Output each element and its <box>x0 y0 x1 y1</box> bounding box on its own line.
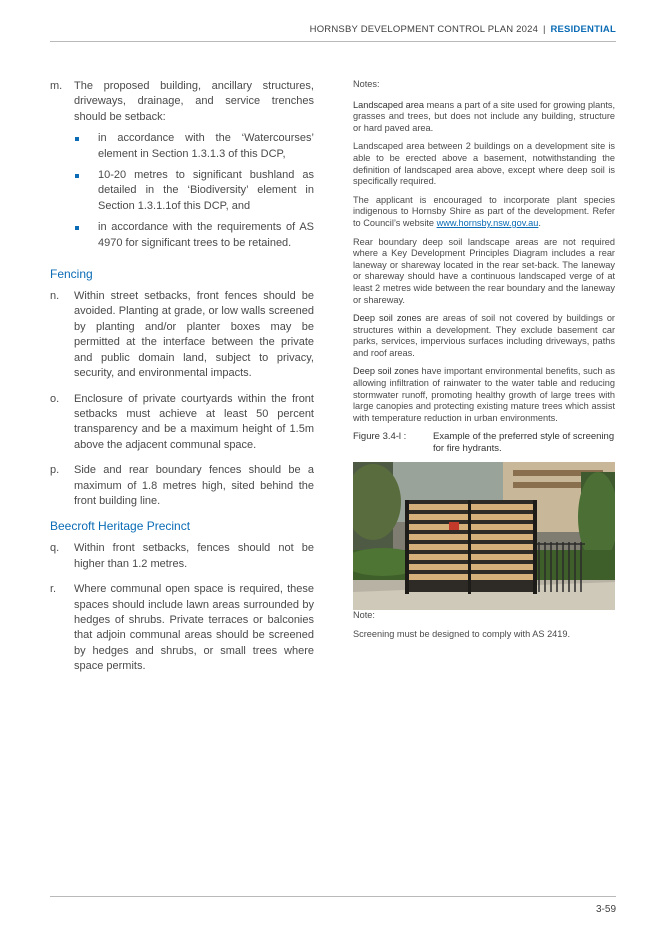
bullet-icon <box>74 220 98 251</box>
clause-label: o. <box>50 392 60 405</box>
left-column <box>50 79 314 685</box>
clause-text: Side and rear boundary fences should be a maximum of 1.8 metres high, sited behind the front building line. <box>74 464 314 507</box>
bullet-text: 10-20 metres to significant bushland as detailed in the ‘Biodiversity’ element in Section 1.3.1.1of this DCP, and <box>98 169 314 212</box>
bullet-text: in accordance with the ‘Watercourses’ element in Section 1.3.1.3 of this DCP, <box>98 132 314 160</box>
fencing-heading: Fencing <box>50 267 93 282</box>
document-title: HORNSBY DEVELOPMENT CONTROL PLAN 2024 <box>309 24 539 35</box>
footer-divider <box>50 896 616 897</box>
clause-label: q. <box>50 542 60 555</box>
clause-label: r. <box>50 583 57 596</box>
figure-number: Figure 3.4-l : <box>353 431 407 443</box>
figure-caption <box>353 431 615 455</box>
defined-term: Deep soil zones <box>353 313 422 324</box>
clause-text: Within front setbacks, fences should not be higher than 1.2 metres. <box>74 542 314 570</box>
defined-term: Landscaped area <box>353 99 425 110</box>
clause-text: Enclosure of private courtyards within the front setbacks must achieve at least 50 percent transparency and be a maximum height of 1.5m above the adjacent communal space. <box>74 392 314 451</box>
bullet-icon <box>74 131 98 162</box>
clause-r <box>50 582 314 674</box>
note-text: . <box>538 217 541 228</box>
note-paragraph: Rear boundary deep soil landscape areas are not required where a Key Development Principles Diagram includes a rear laneway or shareway located in the rear set-back. The laneway or shareway should have a continuous landscaped verge of at least 2 metres wide between the rear boundary and the laneway or shareway. <box>353 236 615 305</box>
clause-label: p. <box>50 464 60 477</box>
notes-column <box>353 79 615 648</box>
page-header <box>310 24 616 35</box>
clause-m <box>50 79 314 257</box>
note-paragraph <box>353 195 615 230</box>
section-name: RESIDENTIAL <box>550 24 616 35</box>
header-separator: | <box>542 24 546 35</box>
definition-text: are areas of soil not covered by buildings or structures within a development. They exclude basement car parks, services, impervious surfaces including driveways, paths and roof areas. <box>353 313 615 358</box>
deep-soil-note <box>353 313 615 359</box>
clause-q <box>50 541 314 572</box>
clause-label: n. <box>50 290 60 303</box>
deep-soil-benefits-note <box>353 366 615 424</box>
header-divider <box>50 41 616 42</box>
clause-label: m. <box>50 80 63 92</box>
note-text: The applicant is encouraged to incorporate plant species indigenous to Hornsby Shire as part of the development. Refer to Council’s website <box>353 194 615 228</box>
list-item <box>74 131 314 162</box>
list-item <box>74 220 314 251</box>
figure-title: Example of the preferred style of screening for fire hydrants. <box>433 431 615 455</box>
bullet-list <box>74 131 314 251</box>
definition-text: means a part of a site used for growing plants, grasses and trees, but does not include any building, structure or hard paved area. <box>353 99 616 133</box>
page-number: 3-59 <box>595 904 616 915</box>
defined-term: Deep soil zones <box>353 366 419 377</box>
definition-text: have important environmental benefits, such as allowing infiltration of rainwater to the water table and reducing stormwater runoff, promoting healthy growth of large trees with large canopies and protecting existing mature trees which assist with temperature reduction in urban environments. <box>353 366 616 423</box>
bullet-text: in accordance with the requirements of AS 4970 for significant trees to be retained. <box>98 221 314 249</box>
clause-n <box>50 289 314 381</box>
clause-text: Where communal open space is required, these spaces should include lawn areas surrounded by hedges of shrubs. Private terraces or balconies that adjoin communal areas should be screened by hedges and shrubs, or small trees where space permits. <box>74 583 314 673</box>
notes-label: Notes: <box>353 79 380 89</box>
council-website-link[interactable]: www.hornsby.nsw.gov.au <box>436 217 539 228</box>
beecroft-heading: Beecroft Heritage Precinct <box>50 519 191 534</box>
note-text: Screening must be designed to comply with AS 2419. <box>353 629 571 640</box>
clause-o <box>50 392 314 454</box>
fire-hydrant-screening-photo <box>353 462 615 610</box>
clause-text: Within street setbacks, front fences should be avoided. Planting at grade, or low walls screened by planting and/or planter boxes may be permitted at the interface between the private and public domain land, subject to privacy, security, and environmental impacts. <box>74 290 314 380</box>
list-item <box>74 168 314 214</box>
clause-text: The proposed building, ancillary structures, driveways, drainage, and service trenches should be setback: <box>74 80 314 123</box>
note-label: Note: <box>353 610 375 621</box>
note-paragraph: Landscaped area between 2 buildings on a development site is able to be erected above a basement, notwithstanding the definition of landscaped area above, except where deep soil is specifically required. <box>353 141 615 187</box>
landscaped-area-note <box>353 100 615 135</box>
bullet-icon <box>74 168 98 214</box>
clause-p <box>50 463 314 509</box>
